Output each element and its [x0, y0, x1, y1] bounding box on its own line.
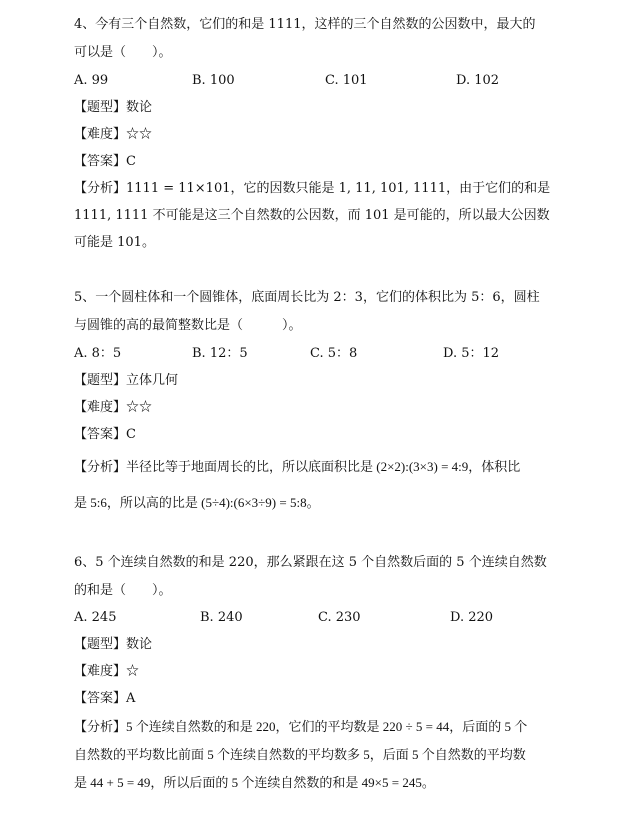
q5-stem-line-1: 5、一个圆柱体和一个圆锥体，底面周长比为 2：3，它们的体积比为 5：6，圆柱	[74, 290, 540, 305]
q6-option-d: D. 220	[450, 610, 494, 625]
q4-option-c: C. 101	[325, 73, 368, 88]
q4-stem-line-1: 4、今有三个自然数，它们的和是 1111，这样的三个自然数的公因数中，最大的	[74, 17, 536, 32]
q6-stem-line-1: 6、5 个连续自然数的和是 220，那么紧跟在这 5 个自然数后面的 5 个连续自然数	[74, 555, 547, 570]
q6-analysis-line-3: 是 44 + 5 = 49，所以后面的 5 个连续自然数的和是 49×5 = 245。	[74, 775, 435, 790]
q6-option-c: C. 230	[318, 610, 361, 625]
q5-analysis-line-2: 是 5:6，所以高的比是 (5÷4):(6×3÷9) = 5:8。	[74, 495, 320, 510]
q6-analysis-line-2: 自然数的平均数比前面 5 个连续自然数的平均数多 5，后面 5 个自然数的平均数	[74, 747, 526, 762]
q5-analysis-line-1: 【分析】半径比等于地面周长的比，所以底面积比是 (2×2):(3×3) = 4:9，体积比	[74, 459, 521, 474]
q6-option-b: B. 240	[200, 610, 243, 625]
q6-answer: 【答案】A	[74, 691, 136, 706]
q5-difficulty: 【难度】☆☆	[74, 400, 153, 415]
q4-stem-line-2: 可以是（ ）。	[74, 45, 172, 60]
q4-option-d: D. 102	[456, 73, 500, 88]
q4-type: 【题型】数论	[74, 100, 153, 115]
q5-option-b: B. 12：5	[192, 346, 248, 361]
q6-option-a: A. 245	[74, 610, 117, 625]
q4-option-b: B. 100	[192, 73, 235, 88]
q5-type: 【题型】立体几何	[74, 373, 179, 388]
q6-type: 【题型】数论	[74, 637, 153, 652]
q4-analysis-line-1: 【分析】1111 = 11×101，它的因数只能是 1, 11, 101, 1111，由于它们的和是	[74, 181, 551, 196]
q6-stem-line-2: 的和是（ ）。	[74, 583, 172, 598]
q4-analysis-line-3: 可能是 101。	[74, 235, 155, 250]
q4-option-a: A. 99	[74, 73, 109, 88]
q5-stem-line-2: 与圆锥的高的最简整数比是（ ）。	[74, 318, 302, 333]
q5-option-d: D. 5：12	[443, 346, 500, 361]
q4-answer: 【答案】C	[74, 154, 136, 169]
q5-answer: 【答案】C	[74, 427, 136, 442]
q5-option-c: C. 5：8	[310, 346, 358, 361]
q6-analysis-line-1: 【分析】5 个连续自然数的和是 220，它们的平均数是 220 ÷ 5 = 44，后面的 5 个	[74, 719, 528, 734]
q4-difficulty: 【难度】☆☆	[74, 127, 153, 142]
q4-analysis-line-2: 1111, 1111 不可能是这三个自然数的公因数，而 101 是可能的，所以最大公因数	[74, 208, 550, 223]
q5-option-a: A. 8：5	[74, 346, 122, 361]
q6-difficulty: 【难度】☆	[74, 664, 140, 679]
